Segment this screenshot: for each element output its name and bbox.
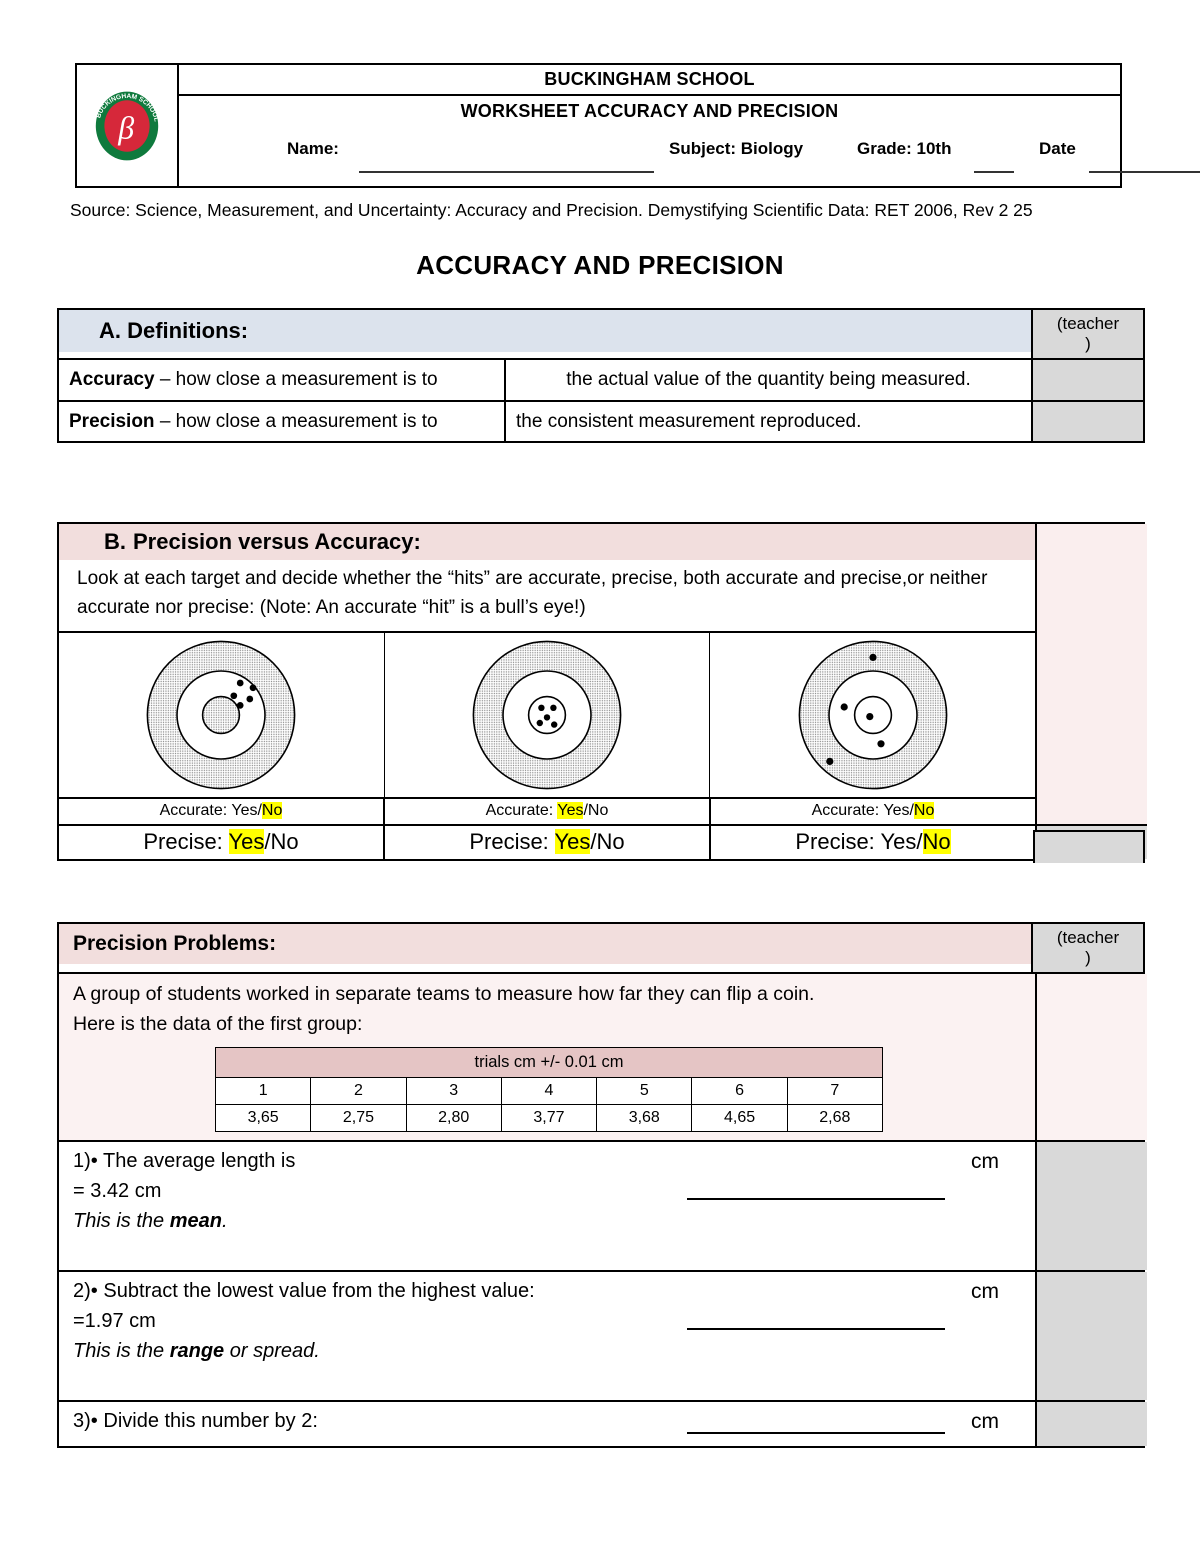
question-1-note <box>73 1210 1035 1233</box>
trial-value: 2,75 <box>311 1105 406 1132</box>
target-3-precise[interactable]: Precise: Yes/No <box>795 828 951 854</box>
section-b-main <box>59 524 1035 824</box>
trial-number: 6 <box>692 1078 787 1105</box>
teacher-cell-accuracy[interactable] <box>1031 360 1143 400</box>
target-1-precise-no[interactable]: No <box>270 828 299 854</box>
question-2 <box>59 1272 1035 1400</box>
target-3-precise-yes[interactable]: Yes <box>880 828 917 854</box>
question-2-unit: cm <box>971 1280 999 1304</box>
target-3-accurate-label: Accurate: <box>811 801 880 819</box>
precision-prompt-text: – how close a measurement is to <box>154 410 438 432</box>
name-label: Name: <box>287 139 339 158</box>
trials-title-row <box>216 1048 883 1078</box>
precision-term: Precision <box>69 410 155 432</box>
accuracy-answer: the actual value of the quantity being measured. <box>566 369 971 391</box>
targets-row <box>59 631 1035 799</box>
section-b-letter: B. <box>104 529 126 554</box>
teacher-label-close: ) <box>1085 334 1091 354</box>
target-2-cell <box>385 633 711 797</box>
question-2-note-bold: range <box>169 1340 225 1363</box>
accuracy-prompt-text: – how close a measurement is to <box>154 369 438 391</box>
target-2-precise-label: Precise: <box>469 828 549 854</box>
worksheet-title: WORKSHEET ACCURACY AND PRECISION <box>460 101 839 121</box>
question-1-number: 1) <box>73 1150 91 1173</box>
target-1-diagram <box>141 635 301 795</box>
question-1-note-bold: mean <box>169 1210 222 1233</box>
trial-number: 3 <box>406 1078 501 1105</box>
section-b-instructions: Look at each target and decide whether the “hits” are accurate, precise, both accurate and precise,or neither accurate nor precise: (Note: An accurate “hit” is a bull’s eye!) <box>77 568 988 618</box>
question-1-body: The average length is <box>97 1150 296 1173</box>
header-text-area <box>179 65 1120 186</box>
date-label: Date <box>1039 139 1076 158</box>
section-b-precision-vs-accuracy <box>57 522 1145 861</box>
question-3-unit: cm <box>971 1410 999 1434</box>
target-1-accurate-label: Accurate: <box>159 801 228 819</box>
accuracy-term: Accuracy <box>69 369 155 391</box>
teacher-cell-question-3[interactable] <box>1035 1402 1147 1446</box>
pp-teacher-label-close: ) <box>1085 948 1091 968</box>
trial-value: 3,65 <box>216 1105 311 1132</box>
logo-cell <box>77 65 179 186</box>
target-3-accurate[interactable]: Accurate: Yes/No <box>811 801 935 819</box>
precision-problems-section <box>57 922 1145 1448</box>
source-citation: Source: Science, Measurement, and Uncertainty: Accuracy and Precision. Demystifying Scientific Data: RET 2006, Rev 2 25 <box>70 200 1033 220</box>
question-1-note-prefix: This is the <box>73 1210 170 1233</box>
target-3-accurate-yes[interactable]: Yes <box>883 801 910 819</box>
teacher-cell-question-1[interactable] <box>1035 1142 1147 1270</box>
teacher-column-header-a <box>1031 310 1143 358</box>
question-1-unit: cm <box>971 1150 999 1174</box>
question-3-bullet: • <box>90 1410 98 1433</box>
section-a-heading: A. Definitions: <box>59 310 1031 352</box>
question-2-result: =1.97 cm <box>73 1310 156 1333</box>
trial-value: 4,65 <box>692 1105 787 1132</box>
question-1-bullet: • <box>90 1150 98 1173</box>
teacher-cell-accurate-row[interactable] <box>1033 830 1145 863</box>
precision-problems-header-row <box>59 924 1143 972</box>
target-3-cell <box>710 633 1035 797</box>
question-1-note-suffix: . <box>221 1210 228 1233</box>
question-2-text <box>73 1280 1035 1303</box>
question-2-note <box>73 1340 1035 1363</box>
precision-problems-intro-row <box>59 972 1143 1140</box>
trials-number-row <box>216 1078 883 1105</box>
teacher-label-open: (teacher <box>1056 314 1120 333</box>
section-b-teacher-column[interactable] <box>1035 524 1147 824</box>
svg-text:BUCKINGHAM SCHOOL: BUCKINGHAM SCHOOL <box>95 92 160 122</box>
question-2-body: Subtract the lowest value from the highest value: <box>97 1280 535 1303</box>
pp-intro-line-2: Here is the data of the first group: <box>73 1012 363 1035</box>
target-3-precise-no[interactable]: No <box>922 828 951 854</box>
svg-text:β: β <box>118 109 135 145</box>
question-2-note-prefix: This is the <box>73 1340 170 1363</box>
question-1 <box>59 1142 1035 1270</box>
target-3-accurate-no[interactable]: No <box>913 801 935 819</box>
target-2-precise-no[interactable]: No <box>596 828 625 854</box>
name-blank-line[interactable] <box>359 171 654 173</box>
target-2-accurate-no[interactable]: No <box>587 801 609 819</box>
grade-blank-line[interactable] <box>974 171 1014 173</box>
precise-answers-main <box>59 824 1035 859</box>
date-blank-line[interactable] <box>1089 171 1200 173</box>
pp-teacher-label-open: (teacher <box>1056 928 1120 947</box>
question-3-text <box>73 1410 1035 1433</box>
question-1-text <box>73 1150 1035 1173</box>
subject-label: Subject: Biology <box>669 139 804 158</box>
accurate-answers-row <box>59 799 1035 824</box>
target-2-accurate[interactable]: Accurate: Yes/No <box>385 799 711 824</box>
definition-row-accuracy <box>59 358 1143 400</box>
question-3-body: Divide this number by 2: <box>97 1410 318 1433</box>
question-3-number: 3) <box>73 1410 91 1433</box>
target-1-precise-yes[interactable]: Yes <box>228 828 265 854</box>
trials-title: trials cm +/- 0.01 cm <box>216 1048 883 1078</box>
definition-row-precision <box>59 400 1143 442</box>
grade-label: Grade: 10th <box>857 139 952 158</box>
trial-value: 3,68 <box>597 1105 692 1132</box>
precision-problems-intro <box>59 974 1035 1140</box>
student-info-row <box>179 127 1120 186</box>
trial-number: 2 <box>311 1078 406 1105</box>
precise-answers-row <box>59 824 1143 859</box>
accuracy-prompt <box>59 360 506 400</box>
precision-problems-heading: Precision Problems: <box>59 924 1031 964</box>
pp-intro-line-1: A group of students worked in separate teams to measure how far they can flip a coin. <box>73 983 815 1006</box>
header-table <box>75 63 1122 188</box>
trial-value: 2,68 <box>787 1105 882 1132</box>
teacher-cell-pp-intro[interactable] <box>1035 974 1147 1140</box>
trial-number: 5 <box>597 1078 692 1105</box>
buckingham-school-logo <box>88 87 166 165</box>
question-2-answer-blank[interactable] <box>687 1328 945 1330</box>
section-a-header-row <box>59 310 1143 358</box>
question-3-answer-blank[interactable] <box>687 1432 945 1434</box>
target-2-diagram <box>467 635 627 795</box>
section-b-body-row <box>59 524 1143 824</box>
question-2-number: 2) <box>73 1280 91 1303</box>
target-3-diagram <box>793 635 953 795</box>
target-2-accurate-label: Accurate: <box>485 801 554 819</box>
target-3-precise-label: Precise: <box>795 828 875 854</box>
target-1-accurate-no[interactable]: No <box>261 801 283 819</box>
question-2-note-suffix: or spread. <box>224 1340 320 1363</box>
trial-number: 1 <box>216 1078 311 1105</box>
trial-value: 3,77 <box>501 1105 596 1132</box>
question-1-result: = 3.42 cm <box>73 1180 162 1203</box>
question-3-row <box>59 1400 1143 1446</box>
precision-prompt <box>59 402 506 442</box>
school-name: BUCKINGHAM SCHOOL <box>179 65 1120 96</box>
teacher-cell-question-2[interactable] <box>1035 1272 1147 1400</box>
target-2-precise-yes[interactable]: Yes <box>554 828 591 854</box>
teacher-cell-precision[interactable] <box>1031 402 1143 442</box>
trials-table-wrap <box>73 1039 1025 1136</box>
question-2-row <box>59 1270 1143 1400</box>
target-1-precise-label: Precise: <box>143 828 223 854</box>
page-title: ACCURACY AND PRECISION <box>416 250 784 280</box>
trials-value-row <box>216 1105 883 1132</box>
target-1-accurate[interactable]: Accurate: Yes/No <box>59 799 385 824</box>
target-2-precise[interactable]: Precise: Yes/No <box>385 826 711 859</box>
target-1-cell <box>59 633 385 797</box>
question-3 <box>59 1402 1035 1446</box>
target-2-accurate-yes[interactable]: Yes <box>557 801 584 819</box>
section-a-definitions <box>57 308 1145 443</box>
teacher-column-header-p <box>1031 924 1143 972</box>
section-b-heading-text: Precision versus Accuracy: <box>133 529 421 554</box>
question-1-answer-blank[interactable] <box>687 1198 945 1200</box>
trials-table <box>215 1047 883 1132</box>
question-2-bullet: • <box>90 1280 98 1303</box>
target-1-precise[interactable]: Precise: Yes/No <box>59 826 385 859</box>
trial-value: 2,80 <box>406 1105 501 1132</box>
precision-answer: the consistent measurement reproduced. <box>516 410 862 432</box>
question-1-row <box>59 1140 1143 1270</box>
section-b-heading <box>59 524 1035 560</box>
trial-number: 7 <box>787 1078 882 1105</box>
trial-number: 4 <box>501 1078 596 1105</box>
target-1-accurate-yes[interactable]: Yes <box>231 801 258 819</box>
